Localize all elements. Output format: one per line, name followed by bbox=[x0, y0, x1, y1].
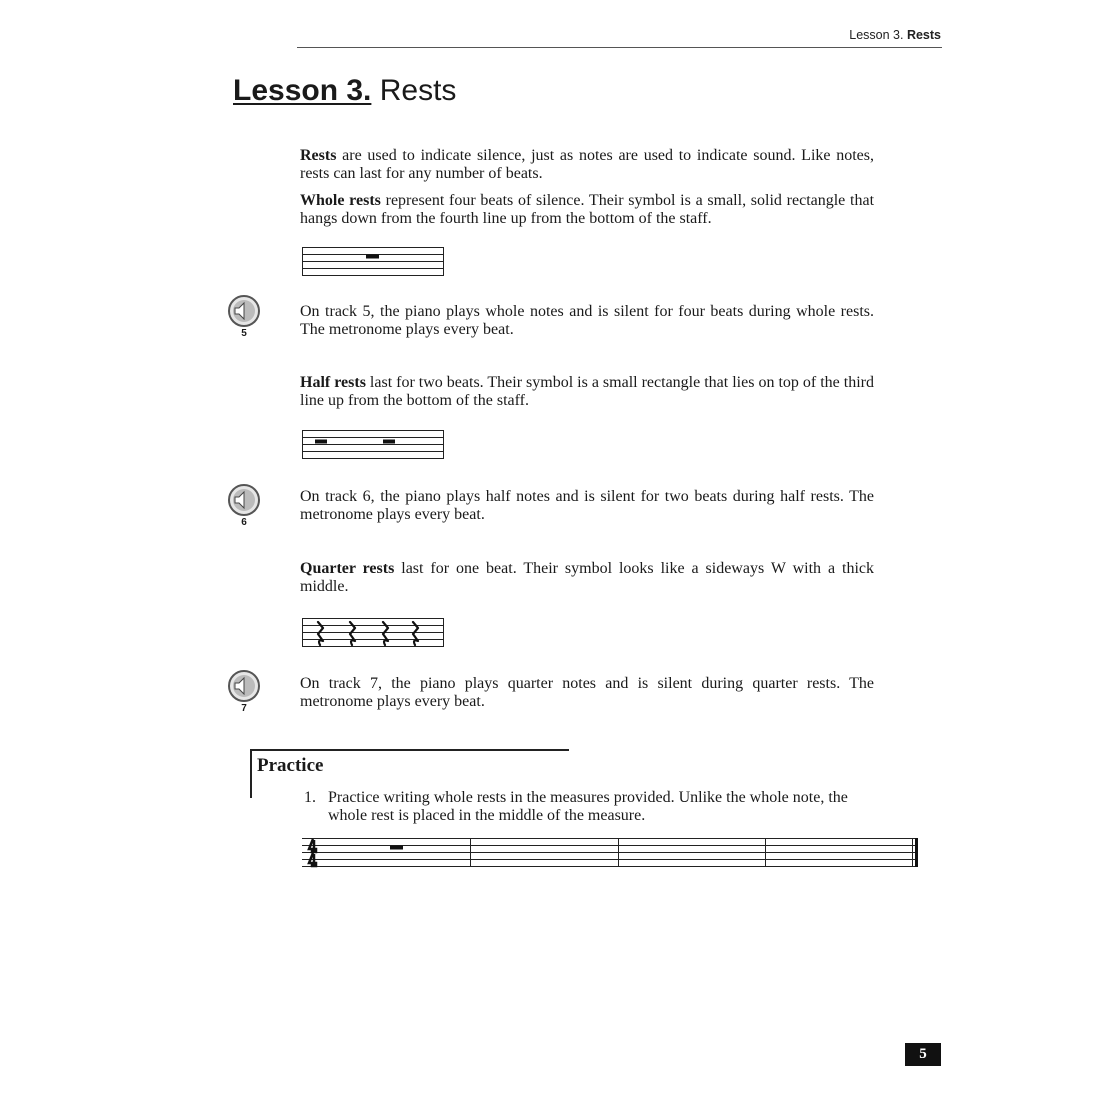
speaker-icon bbox=[227, 295, 261, 329]
track-5-text: On track 5, the piano plays whole notes and is silent for four beats during whole rests. The metronome plays every beat. bbox=[300, 303, 874, 338]
track-number: 6 bbox=[241, 517, 247, 528]
quarter-rests-text: last for one beat. Their symbol looks like a sideways W with a thick middle. bbox=[300, 560, 874, 595]
whole-rest-staff bbox=[300, 245, 446, 279]
term-half-rests: Half rests bbox=[300, 374, 366, 391]
whole-rests-text: represent four beats of silence. Their symbol is a small, solid rectangle that hangs down from the fourth line up from the bottom of the staff. bbox=[300, 192, 875, 227]
lesson-number: Lesson 3. bbox=[233, 74, 372, 107]
page-number: 5 bbox=[905, 1043, 941, 1066]
half-rests-text: last for two beats. Their symbol is a small rectangle that lies on top of the third line up from the bottom of the staff. bbox=[300, 374, 874, 409]
practice-heading: Practice bbox=[257, 755, 324, 776]
exercise-text: Practice writing whole rests in the measures provided. Unlike the whole note, the whole rest is placed in the middle of the measure. bbox=[328, 789, 848, 824]
track-number: 7 bbox=[241, 703, 247, 714]
exercise-1 bbox=[304, 789, 874, 825]
final-barline bbox=[915, 838, 918, 867]
quarter-rest-staff bbox=[300, 616, 446, 650]
half-rests-paragraph bbox=[300, 374, 874, 410]
intro-text: are used to indicate silence, just as notes are used to indicate sound. Like notes, rests can last for any number of beats. bbox=[300, 147, 874, 182]
page-title bbox=[233, 74, 456, 108]
track-6-text: On track 6, the piano plays half notes and is silent for two beats during half rests. The metronome plays every beat. bbox=[300, 488, 874, 523]
whole-rests-paragraph bbox=[300, 192, 874, 228]
audio-track-5[interactable] bbox=[227, 295, 261, 341]
audio-track-6[interactable] bbox=[227, 484, 261, 530]
track-7-text: On track 7, the piano plays quarter notes and is silent during quarter rests. The metronome plays every beat. bbox=[300, 675, 874, 710]
half-rest-symbol bbox=[383, 440, 395, 444]
running-head bbox=[849, 28, 941, 42]
speaker-icon bbox=[227, 670, 261, 704]
whole-rest-symbol bbox=[390, 846, 403, 850]
header-rule bbox=[297, 47, 942, 48]
quarter-rests-paragraph bbox=[300, 560, 874, 596]
exercise-number: 1. bbox=[304, 789, 316, 806]
practice-frame-left bbox=[250, 749, 252, 798]
whole-rest-symbol bbox=[366, 255, 379, 259]
running-head-lesson: Lesson 3. bbox=[849, 28, 904, 42]
practice-staff[interactable] bbox=[300, 836, 922, 870]
intro-paragraph bbox=[300, 147, 874, 183]
half-rest-symbol bbox=[315, 440, 327, 444]
audio-track-7[interactable] bbox=[227, 670, 261, 716]
term-whole-rests: Whole rests bbox=[300, 192, 381, 209]
speaker-icon bbox=[227, 484, 261, 518]
term-rests: Rests bbox=[300, 147, 337, 164]
running-head-topic: Rests bbox=[906, 28, 941, 42]
half-rest-staff bbox=[300, 428, 446, 462]
track-number: 5 bbox=[241, 328, 247, 339]
term-quarter-rests: Quarter rests bbox=[300, 560, 395, 577]
practice-frame-top bbox=[251, 749, 569, 751]
lesson-topic: Rests bbox=[379, 74, 457, 107]
